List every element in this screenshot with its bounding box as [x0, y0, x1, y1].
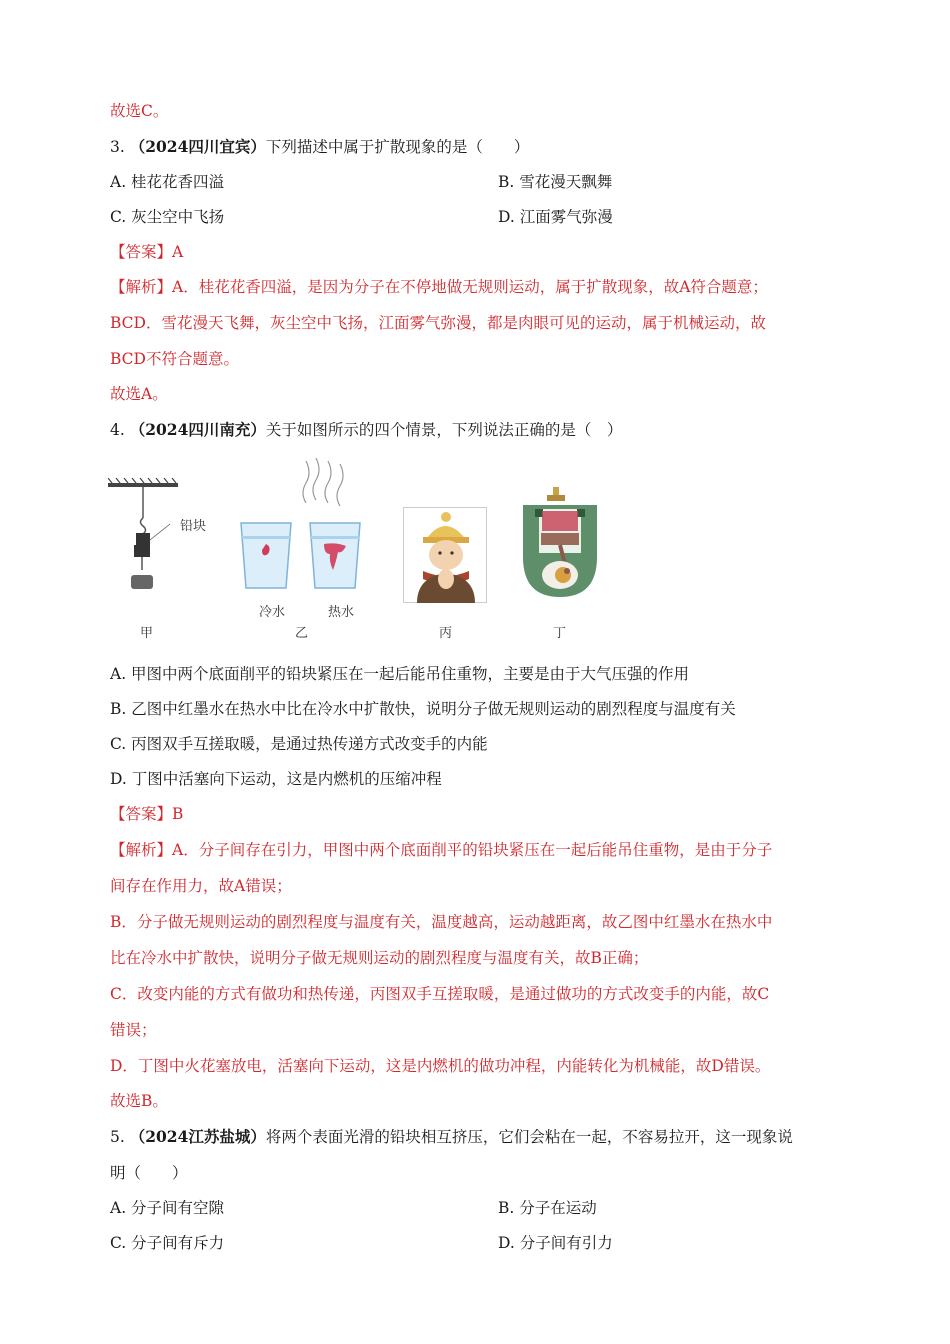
q3-choose: 故选A。 — [110, 385, 168, 403]
q4-analysis-4: 比在冷水中扩散快，说明分子做无规则运动的剧烈程度与温度有关，故B正确； — [110, 949, 649, 967]
q3-option-d: D. 江面雾气弥漫 — [498, 208, 613, 226]
lead-block-label: 铅块 — [180, 519, 207, 534]
q2-choose: 故选C。 — [110, 102, 169, 120]
figure-lead-blocks — [108, 478, 218, 598]
q5-stem-text: 将两个表面光滑的铅块相互挤压，它们会粘在一起，不容易拉开，这一现象说 — [265, 1128, 793, 1146]
q4-source: （2024四川南充） — [129, 420, 266, 439]
q5-option-b: B. 分子在运动 — [498, 1199, 597, 1217]
q3-analysis-1: 【解析】A．桂花花香四溢，是因为分子在不停地做无规则运动，属于扩散现象，故A符合题意； — [110, 278, 768, 296]
figure-beakers — [236, 458, 366, 606]
q5-option-d: D. 分子间有引力 — [498, 1234, 613, 1252]
q3-option-c: C. 灰尘空中飞扬 — [110, 208, 225, 226]
q4-choose: 故选B。 — [110, 1092, 168, 1110]
caption-yi: 乙 — [295, 626, 309, 641]
q5-source: （2024江苏盐城） — [129, 1127, 266, 1146]
q3-number: 3. — [110, 138, 125, 156]
q4-analysis-1: 【解析】A．分子间存在引力，甲图中两个底面削平的铅块紧压在一起后能吊住重物，是由于分子 — [110, 841, 773, 859]
figure-engine-cylinder — [517, 487, 603, 599]
q3-stem-text: 下列描述中属于扩散现象的是（ ） — [265, 138, 530, 156]
figure-boy-rubbing-hands — [403, 507, 487, 603]
q3-answer: 【答案】A — [110, 243, 184, 261]
q5-number: 5. — [110, 1128, 125, 1146]
q4-answer: 【答案】B — [110, 805, 184, 823]
q4-analysis-5: C．改变内能的方式有做功和热传递，丙图双手互搓取暖，是通过做功的方式改变手的内能，故C — [110, 985, 770, 1003]
q4-analysis-3: B．分子做无规则运动的剧烈程度与温度有关，温度越高，运动越距离，故乙图中红墨水在热水中 — [110, 913, 773, 931]
q4-option-c: C. 丙图双手互搓取暖，是通过热传递方式改变手的内能 — [110, 735, 488, 753]
q5-stem-continued: 明（ ） — [110, 1164, 188, 1182]
q3-stem — [110, 137, 529, 157]
q4-analysis-6: 错误； — [110, 1021, 157, 1039]
q3-analysis-2: BCD．雪花漫天飞舞，灰尘空中飞扬，江面雾气弥漫，都是肉眼可见的运动，属于机械运动，故 — [110, 314, 766, 332]
q5-option-a: A. 分子间有空隙 — [110, 1199, 225, 1217]
hot-water-label: 热水 — [328, 605, 355, 620]
q3-option-b: B. 雪花漫天飘舞 — [498, 173, 613, 191]
cold-water-label: 冷水 — [259, 605, 286, 620]
q3-source: （2024四川宜宾） — [129, 137, 266, 156]
q4-analysis-7: D．丁图中火花塞放电，活塞向下运动，这是内燃机的做功冲程，内能转化为机械能，故D错误。 — [110, 1057, 771, 1075]
caption-bing: 丙 — [439, 626, 453, 641]
q4-stem-text: 关于如图所示的四个情景，下列说法正确的是（ ） — [265, 421, 623, 439]
caption-jia: 甲 — [140, 626, 154, 641]
q5-stem — [110, 1127, 793, 1147]
q4-stem — [110, 420, 622, 440]
q4-number: 4. — [110, 421, 125, 439]
q5-option-c: C. 分子间有斥力 — [110, 1234, 225, 1252]
q4-option-d: D. 丁图中活塞向下运动，这是内燃机的压缩冲程 — [110, 770, 442, 788]
q4-option-a: A. 甲图中两个底面削平的铅块紧压在一起后能吊住重物，主要是由于大气压强的作用 — [110, 665, 690, 683]
q4-option-b: B. 乙图中红墨水在热水中比在冷水中扩散快，说明分子做无规则运动的剧烈程度与温度有关 — [110, 700, 736, 718]
q3-option-a: A. 桂花花香四溢 — [110, 173, 225, 191]
q3-analysis-3: BCD不符合题意。 — [110, 350, 239, 368]
q4-analysis-2: 间存在作用力，故A错误； — [110, 877, 292, 895]
caption-ding: 丁 — [553, 626, 567, 641]
